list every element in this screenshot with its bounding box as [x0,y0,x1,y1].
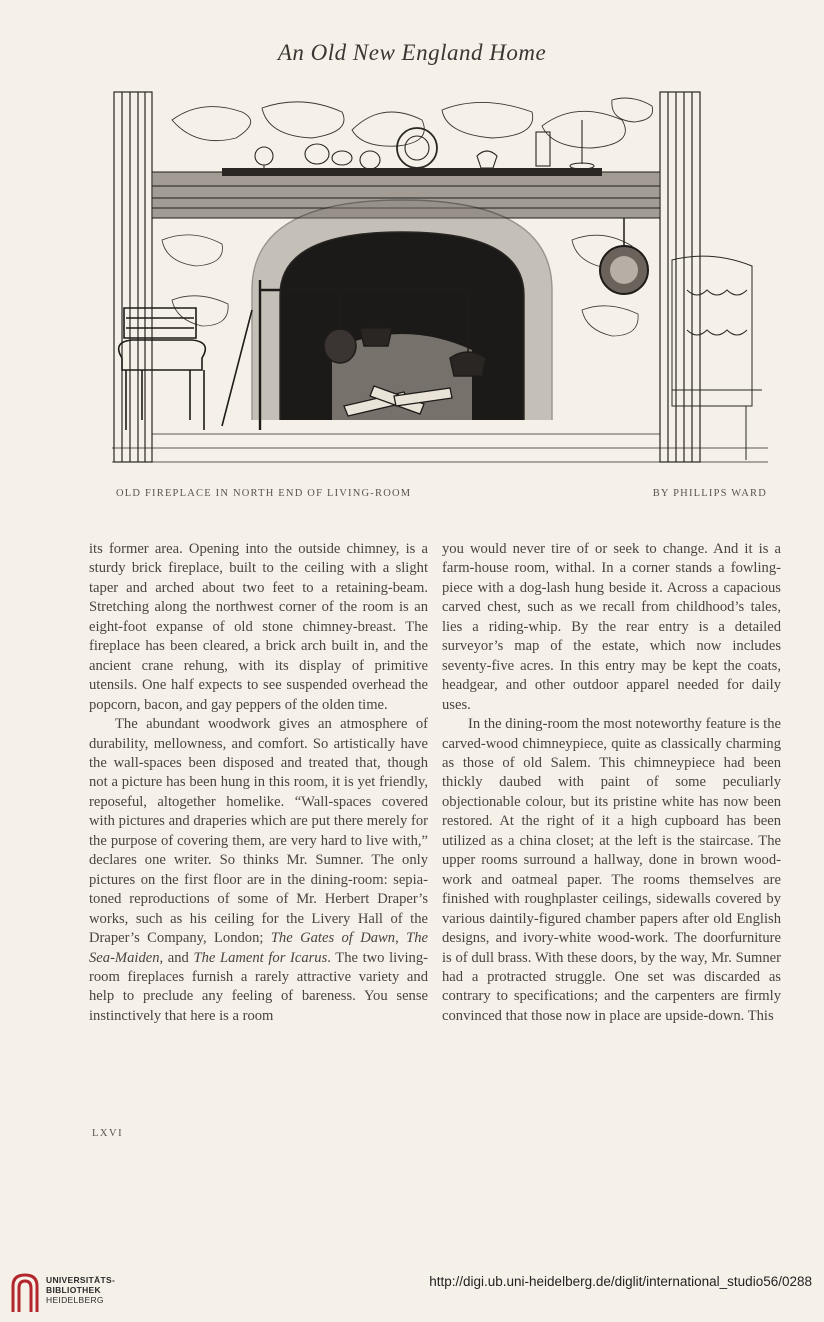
artwork-title: The Lament for Icarus [193,949,328,966]
paragraph: its former area. Opening into the outside chimney, is a sturdy brick fireplace, built to the ceiling with a slight taper and arched about two feet to a retaining-beam. Stretching along the northwest corner of the room is an eight-foot expanse of old stone chimney-breast. The fireplace has been cleared, a brick arch built in, and the ancient crane rehung, with its display of primitive utensils. One half expects to see suspended overhead the popcorn, bacon, and gay peppers of the olden time. [89,541,428,713]
figure-credit: BY PHILLIPS WARD [652,488,767,499]
figure-caption: OLD FIREPLACE IN NORTH END OF LIVING-ROOM [116,488,412,499]
paragraph: In the dining-room the most noteworthy feature is the carved-wood chimneypiece, quite as classically charming as those of old Salem. This chimneypiece had been thickly daubed with paint of some peculiarly objectionable colour, but its pristine white has now been restored. At the right of it a high cupboard has been utilized as a china closet; at the left is the staircase. The upper rooms surround a hallway, done in brown wood-work and oatmeal paper. The rooms themselves are finished with roughplaster ceilings, sidewalls covered by various daintily-figured chamber papers after old English designs, and ivory-white wood-work. The doorfurniture is of dull brass. With these doors, by the way, Mr. Sumner had a protracted struggle. One set was discarded as contrary to specifications; and the carpenters are firmly convinced that those now in place are upside-down. This [442,716,781,1024]
artwork-title: The Gates of Dawn [270,930,396,947]
running-title: An Old New England Home [277,40,547,65]
right-column [442,540,781,1026]
text-run: , and [159,949,194,966]
artwork-title: The Sea-Maiden [89,930,429,966]
paragraph [89,715,428,1026]
library-line: HEIDELBERG [46,1295,104,1305]
footer [0,1262,824,1322]
text-run: . The two living-room fireplaces furnish a rarely attractive variety and help to preclude any feeling of bareness. You sense instinctively that here is a room [89,949,428,1024]
library-name [46,1275,115,1305]
left-column [89,540,428,1026]
source-url-link[interactable]: http://digi.ub.uni-heidelberg.de/diglit/international_studio56/0288 [429,1274,812,1289]
text-run: , [395,930,407,947]
paragraph: you would never tire of or seek to change. And it is a farm-house room, withal. In a corner stands a fowling-piece with a dog-lash hung beside it. Across a capacious carved chest, such as we recall from childhood’s tales, lies a riding-whip. By the rear entry is a detailed surveyor’s map of the estate, which now includes seventy-five acres. In this entry may be kept the coats, headgear, and other outdoor apparel needed for daily uses. [442,541,781,713]
library-logo [10,1272,40,1314]
text-run: The abundant woodwork gives an atmosphere of durability, mellowness, and comfort. So artistically have the wall-spaces been disposed and treated that, though not a picture has been hung in this room, it is yet friendly, reposeful, altogether homelike. “Wall-spaces covered with pictures and draperies which are put there merely for the purpose of covering them, are very hard to live with,” declares one writer. So thinks Mr. Sumner. The only pictures on the first floor are in the dining-room: sepia-toned reproductions of some of Mr. Herbert Draper’s works, such as his ceiling for the Livery Hall of the Draper’s Company, London; [89,716,428,947]
page-number: LXVI [92,1128,124,1139]
fireplace-illustration [112,90,768,468]
library-line: BIBLIOTHEK [46,1285,101,1295]
library-line: UNIVERSITÄTS- [46,1275,116,1285]
